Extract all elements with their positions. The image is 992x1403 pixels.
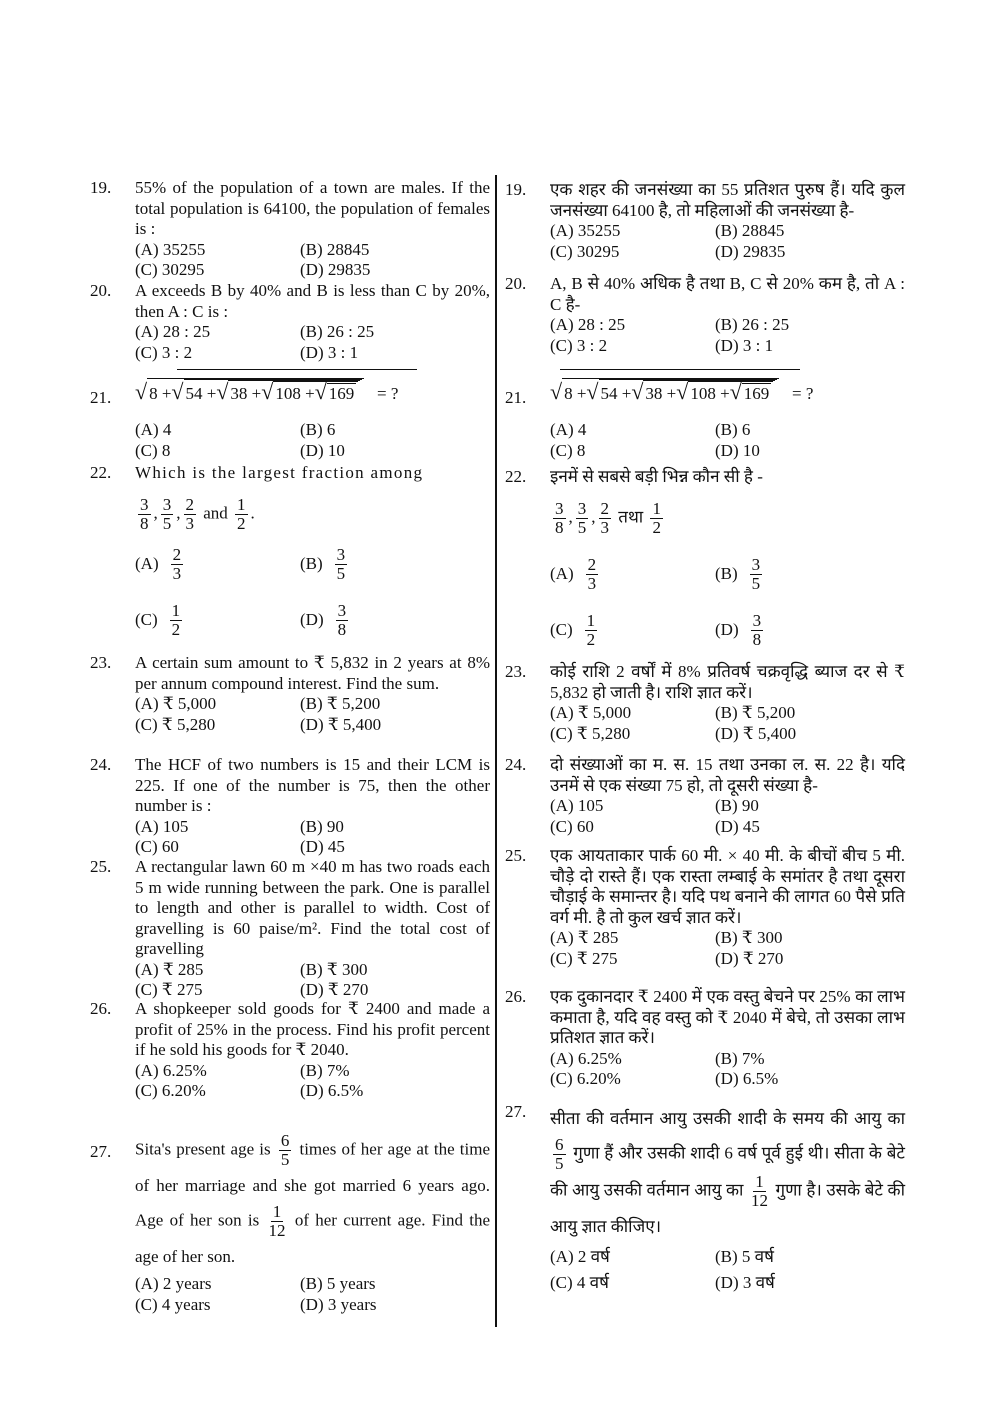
option-a: (A) ₹ 285 (135, 959, 204, 979)
option-d: (D) 29835 (300, 260, 371, 279)
option-c: (C) 30295 (550, 241, 620, 261)
options (550, 221, 905, 262)
question-21 (90, 378, 490, 461)
question-text (135, 1132, 490, 1274)
text: गुणा हैं और उसकी शादी 6 वर्ष पूर्व हुई थी। सीता के बेटे (573, 1143, 905, 1163)
conjunction: तथा (618, 506, 644, 526)
option-a: (A) 6.25% (135, 1060, 207, 1080)
question-text: इनमें से सबसे बड़ी भिन्न कौन सी है - (550, 467, 763, 486)
numerator: 1 (652, 498, 661, 518)
options (135, 537, 490, 649)
options (550, 703, 905, 744)
question-number: 24. (90, 755, 112, 774)
options (550, 796, 905, 837)
denominator: 8 (555, 517, 564, 537)
question-21 (505, 378, 905, 461)
fraction (650, 500, 663, 537)
fraction-list: $\frac{3}{8}$ , $\frac{3}{5}$ , $\frac{2}{3}$ तथा $\frac{1}{2}$ (555, 498, 661, 537)
numerator: 1 (755, 1172, 764, 1191)
numerator: 3 (752, 611, 762, 630)
question-number: 21. (90, 388, 112, 407)
question-text: एक आयताकार पार्क 60 मी. × 40 मी. के बीचों बीच 5 मी. चौड़े दो रास्ते हैं। एक रास्ता लम्बाई के समांतर है तथा दूसरा चौड़ाई के समान्तर है। यदि पथ बनाने की लागत 60 पैसे प्रति वर्ग मी. है तो कुल खर्च ज्ञात करें। (550, 846, 905, 927)
option-b: (B) ₹ 5,200 (715, 703, 796, 722)
numerator: 3 (140, 494, 149, 514)
option-d: (D) 10 (715, 440, 760, 460)
options (550, 315, 905, 356)
option-a: (A) 2 years (135, 1274, 212, 1293)
question-27 (90, 1132, 490, 1315)
fraction (279, 1132, 292, 1169)
option-d: (D) 3 वर्ष (715, 1273, 775, 1292)
conjunction: and (203, 502, 228, 522)
option-b: (B) 90 (300, 816, 344, 836)
option-d (715, 603, 905, 659)
denominator: 5 (751, 574, 761, 593)
question-text: A, B से 40% अधिक है तथा B, C से 20% कम है, तो A : C है- (550, 274, 905, 314)
option-c: (C) 6.20% (135, 1081, 206, 1100)
option-label: (B) (300, 554, 323, 574)
option-c: (C) ₹ 275 (550, 948, 618, 968)
question-19 (505, 180, 905, 262)
question-22 (90, 463, 490, 649)
option-a (550, 547, 715, 603)
option-label: (D) (715, 620, 739, 640)
option-b: (B) 6 (715, 420, 751, 439)
fraction (269, 1203, 286, 1240)
question-text: The HCF of two numbers is 15 and their LCM is 225. If one of the number is 75, then the other number is : (135, 755, 490, 815)
text: गुणा है। उसके बेटे (775, 1180, 883, 1200)
option-a: (A) 105 (550, 796, 604, 815)
question-number: 19. (90, 178, 112, 197)
option-b: (B) 90 (715, 796, 759, 815)
text: current age. Find the age of her son. (135, 1210, 491, 1266)
term: 169 (328, 384, 355, 403)
option-a: (A) 28 : 25 (550, 315, 626, 334)
option-label: (B) (715, 564, 738, 584)
option-a (135, 537, 300, 593)
text: Sita's present age is (135, 1139, 271, 1159)
option-d: (D) 3 : 1 (715, 335, 774, 355)
option-c: (C) 8 (550, 440, 586, 460)
term: 54 + (600, 384, 632, 403)
denominator: 12 (268, 1221, 286, 1240)
term: 8 + (149, 384, 172, 403)
numerator: 3 (337, 601, 347, 620)
option-c: (C) ₹ 275 (135, 980, 203, 999)
section-rule (560, 369, 800, 370)
option-c: (C) ₹ 5,280 (550, 723, 631, 743)
denominator: 2 (652, 517, 661, 537)
numerator: 3 (162, 494, 172, 514)
question-text: कोई राशि 2 वर्षों में 8% प्रतिवर्ष चक्रवृद्धि ब्याज दर से ₹ 5,832 हो जाती है। राशि ज्ञात करें। (550, 662, 905, 702)
question-25 (505, 846, 905, 969)
equals-question: = ? (792, 384, 814, 403)
option-d: (D) 10 (300, 440, 345, 460)
option-d: (D) 3 years (300, 1294, 377, 1314)
numerator: 3 (555, 498, 564, 518)
denominator: 5 (162, 513, 172, 533)
nested-radical-expression: √ 8 +√ 54 +√ 38 +√ 108 +√ 169 = ? (550, 379, 814, 404)
option-a: (A) 105 (135, 816, 189, 836)
question-number: 25. (90, 857, 112, 876)
question-text: एक दुकानदार ₹ 2400 में एक वस्तु बेचने पर 25% का लाभ कमाता है, यदि वह वस्तु को ₹ 2040 में बेचे, तो उसका लाभ प्रतिशत ज्ञात करें। (550, 987, 905, 1047)
section-rule (177, 369, 417, 370)
term: 54 + (185, 384, 217, 403)
option-c: (C) 4 years (135, 1294, 211, 1314)
question-number: 23. (90, 653, 112, 672)
question-number: 20. (90, 281, 112, 300)
denominator: 5 (555, 1154, 564, 1173)
option-b: (B) ₹ 300 (715, 928, 783, 947)
term: 108 + (690, 384, 730, 403)
question-number: 22. (505, 467, 527, 486)
option-label: (C) (550, 620, 573, 640)
question-20 (90, 281, 490, 363)
option-a: (A) 28 : 25 (135, 322, 211, 341)
fraction-list: $\frac{3}{8}$ , $\frac{3}{5}$ , $\frac{2}{3}$ and $\frac{1}{2}$ . (140, 494, 255, 533)
question-26 (90, 999, 490, 1102)
denominator: 3 (185, 513, 194, 533)
option-b: (B) 26 : 25 (715, 315, 790, 334)
fraction (138, 496, 151, 533)
column-divider (495, 175, 497, 1327)
text: की आयु उसकी वर्तमान आयु का (550, 1180, 744, 1200)
question-24 (505, 755, 905, 837)
option-d: (D) 29835 (715, 241, 786, 261)
option-d: (D) 6.5% (715, 1069, 779, 1088)
option-c: (C) 60 (550, 816, 594, 836)
denominator: 2 (171, 620, 181, 639)
option-c (135, 593, 300, 649)
denominator: 3 (600, 517, 609, 537)
option-c: (C) 8 (135, 440, 171, 460)
term: 38 + (645, 384, 677, 403)
option-label: (D) (300, 610, 324, 630)
option-b (300, 537, 490, 593)
nested-radical-expression: √ 8 +√ 54 +√ 38 +√ 108 +√ 169 = ? (135, 379, 399, 404)
option-c (550, 603, 715, 659)
option-c: (C) 6.20% (550, 1069, 621, 1088)
fraction (235, 496, 248, 533)
option-d: (D) ₹ 5,400 (715, 723, 797, 743)
denominator: 8 (337, 620, 347, 639)
question-number: 27. (505, 1102, 527, 1121)
numerator: 3 (577, 498, 587, 518)
numerator: 1 (272, 1202, 282, 1221)
term: 38 + (230, 384, 262, 403)
term: 8 + (564, 384, 587, 403)
option-c: (C) 3 : 2 (135, 342, 193, 362)
text: 6 years ago. Age of her son is (135, 1176, 491, 1230)
option-d: (D) 45 (715, 816, 760, 836)
fraction (599, 500, 612, 537)
numerator: 1 (237, 494, 246, 514)
option-a: (A) ₹ 285 (550, 928, 619, 947)
option-d: (D) ₹ 5,400 (300, 714, 382, 734)
denominator: 5 (280, 1150, 290, 1169)
options (135, 1274, 490, 1315)
option-d: (D) 6.5% (300, 1081, 364, 1100)
option-label: (C) (135, 610, 158, 630)
question-number: 27. (90, 1142, 112, 1161)
question-text (550, 1102, 905, 1244)
options (550, 1049, 905, 1090)
options (135, 694, 490, 735)
options (135, 960, 490, 1001)
numerator: 3 (751, 555, 761, 574)
option-b: (B) 5 वर्ष (715, 1247, 774, 1266)
fraction (161, 496, 174, 533)
option-c: (C) 30295 (135, 260, 205, 279)
option-b: (B) 7% (300, 1060, 350, 1080)
question-23 (505, 662, 905, 744)
option-a: (A) 2 वर्ष (550, 1247, 610, 1266)
option-b: (B) 28845 (300, 239, 370, 259)
question-text: 55% of the population of a town are males. If the total population is 64100, the population of females is : (135, 178, 490, 238)
option-d: (D) ₹ 270 (715, 948, 784, 968)
option-d: (D) ₹ 270 (300, 980, 369, 999)
question-number: 23. (505, 662, 527, 681)
option-b (715, 547, 905, 603)
option-a: (A) 4 (135, 420, 172, 439)
question-text: Which is the largest fraction among (135, 463, 424, 482)
question-number: 26. (505, 987, 527, 1006)
question-number: 20. (505, 274, 527, 293)
fraction (576, 500, 589, 537)
option-a: (A) 35255 (550, 221, 621, 240)
question-text: A exceeds B by 40% and B is less than C by 20%, then A : C is : (135, 281, 490, 321)
equals-question: = ? (377, 384, 399, 403)
option-c: (C) ₹ 5,280 (135, 714, 216, 734)
numerator: 6 (555, 1135, 564, 1154)
fraction (184, 496, 197, 533)
options (550, 928, 905, 969)
denominator: 3 (587, 574, 597, 593)
fraction (751, 1173, 768, 1210)
question-text: एक शहर की जनसंख्या का 55 प्रतिशत पुरुष हैं। यदि कुल जनसंख्या 64100 है, तो महिलाओं की जनसंख्या है- (550, 180, 905, 220)
option-b: (B) 5 years (300, 1274, 376, 1293)
option-b: (B) 6 (300, 420, 336, 439)
question-20 (505, 274, 905, 356)
option-c: (C) 3 : 2 (550, 335, 608, 355)
term: 108 + (275, 384, 315, 403)
denominator: 2 (586, 630, 596, 649)
text: of her (294, 1210, 337, 1230)
option-a: (A) 35255 (135, 239, 206, 259)
question-23 (90, 653, 490, 735)
option-d: (D) 45 (300, 837, 345, 856)
options (550, 420, 905, 461)
numerator: 6 (280, 1131, 290, 1150)
denominator: 5 (336, 564, 346, 583)
options (135, 1061, 490, 1102)
question-22 (505, 467, 905, 659)
option-a: (A) 6.25% (550, 1048, 622, 1068)
option-b: (B) ₹ 5,200 (300, 694, 381, 713)
question-number: 25. (505, 846, 527, 865)
option-c: (C) 60 (135, 837, 179, 856)
option-b: (B) 7% (715, 1048, 765, 1068)
question-24 (90, 755, 490, 858)
option-a: (A) ₹ 5,000 (550, 703, 632, 722)
fraction (553, 500, 566, 537)
question-19 (90, 178, 490, 281)
denominator: 3 (172, 564, 182, 583)
numerator: 2 (600, 498, 609, 518)
options (550, 1244, 905, 1296)
text: सीता की वर्तमान आयु उसकी शादी के समय की आयु का (550, 1109, 905, 1128)
option-label: (A) (550, 564, 574, 584)
options (135, 420, 490, 461)
option-c: (C) 4 वर्ष (550, 1273, 609, 1292)
question-25 (90, 857, 490, 1001)
option-label: (A) (135, 554, 159, 574)
fraction (553, 1136, 566, 1173)
question-text: A certain sum amount to ₹ 5,832 in 2 years at 8% per annum compound interest. Find the sum. (135, 653, 490, 693)
question-text: A shopkeeper sold goods for ₹ 2400 and made a profit of 25% in the process. Find his profit percent if he sold his goods for ₹ 2040. (135, 999, 490, 1059)
question-number: 26. (90, 999, 112, 1018)
options (135, 240, 490, 281)
question-number: 24. (505, 755, 527, 774)
numerator: 2 (172, 545, 182, 564)
denominator: 2 (237, 513, 246, 533)
option-a: (A) ₹ 5,000 (135, 694, 217, 713)
text: times of her age at (299, 1139, 429, 1159)
question-number: 19. (505, 180, 527, 199)
option-b: (B) 28845 (715, 221, 785, 240)
text: the time of her marriage and she got married (135, 1139, 491, 1195)
term: 169 (743, 384, 770, 403)
options (550, 547, 905, 659)
denominator: 8 (140, 513, 149, 533)
denominator: 12 (751, 1191, 768, 1210)
question-text: A rectangular lawn 60 m ×40 m has two roads each 5 m wide running between the park. One is parallel to length and other is parallel to width. Cost of gravelling is 60 paise/m². Find the total cost of gravelling (135, 857, 490, 958)
option-d (300, 593, 490, 649)
option-b: (B) 26 : 25 (300, 322, 375, 341)
denominator: 5 (577, 517, 587, 537)
text: की आयु ज्ञात कीजिए। (550, 1180, 905, 1236)
question-number: 22. (90, 463, 112, 482)
question-26 (505, 987, 905, 1090)
options (135, 322, 490, 363)
question-27 (505, 1102, 905, 1296)
option-d: (D) 3 : 1 (300, 342, 359, 362)
numerator: 2 (185, 494, 194, 514)
denominator: 8 (752, 630, 762, 649)
option-a: (A) 4 (550, 420, 587, 439)
question-text: दो संख्याओं का म. स. 15 तथा उनका ल. स. 22 है। यदि उनमें से एक संख्या 75 हो, तो दूसरी संख्या है- (550, 755, 905, 795)
numerator: 3 (336, 545, 346, 564)
numerator: 1 (171, 601, 181, 620)
options (135, 817, 490, 858)
numerator: 2 (587, 555, 597, 574)
option-b: (B) ₹ 300 (300, 959, 368, 979)
numerator: 1 (586, 611, 596, 630)
question-number: 21. (505, 388, 527, 407)
